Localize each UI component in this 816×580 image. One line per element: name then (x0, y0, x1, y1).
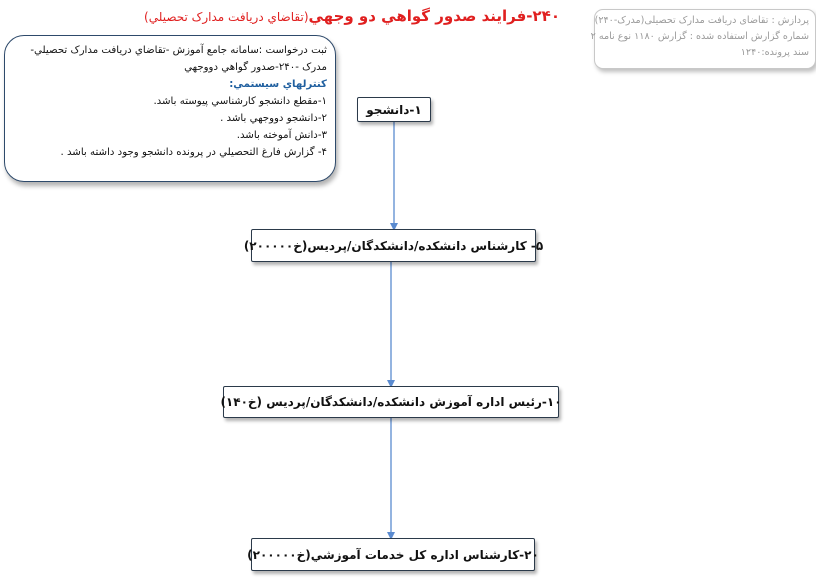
title-main: ۲۴۰-فرایند صدور گواهي دو وجهي (308, 7, 560, 25)
description-line-1: ثبت درخواست :سامانه جامع آموزش -تقاضاي دريافت مدارک تحصيلي- (30, 45, 327, 56)
info-process-line: پردازش : تقاضای دریافت مدارک تحصیلی(مدرک-۲۴۰) (594, 15, 809, 26)
control-item: ۱-مقطع دانشجو کارشناسي پيوسته باشد. (153, 96, 327, 107)
description-line-2: مدرک -۲۴۰-صدور گواهي دووجهي (184, 62, 327, 73)
flow-node-education-head (220, 386, 562, 418)
flow-node-faculty-expert (243, 229, 544, 262)
info-report-line: شماره گزارش استفاده شده : گزارش ۱۱۸۰ نوع نامه ۲ (590, 31, 809, 42)
title-subtitle: (تقاضاي دريافت مدارک تحصيلي) (144, 10, 309, 24)
system-controls-heading: کنترلهاي سيستمي: (229, 79, 327, 90)
flow-node-label: ۱-دانشجو (366, 102, 422, 117)
flow-node-label: ۵- کارشناس دانشکده/دانشکدگان/پرديس(خ۲۰۰۰۰۰) (243, 238, 544, 253)
control-item: ۴- گزارش فارغ التحصيلي در پرونده دانشجو وجود داشته باشد . (60, 147, 327, 158)
flow-node-student (357, 97, 431, 122)
info-document-line: سند پرونده:۱۲۴۰ (740, 47, 809, 58)
flow-node-general-services-expert (247, 538, 539, 571)
flow-node-label: ۱۰-رئيس اداره آموزش دانشکده/دانشکدگان/پرديس (خ۱۴۰) (220, 395, 562, 409)
control-item: ۲-دانشجو دووجهي باشد . (220, 113, 327, 124)
control-item: ۳-دانش آموخته باشد. (236, 130, 327, 141)
flow-node-label: ۲۰-کارشناس اداره کل خدمات آموزشي(خ۲۰۰۰۰۰) (247, 547, 539, 562)
